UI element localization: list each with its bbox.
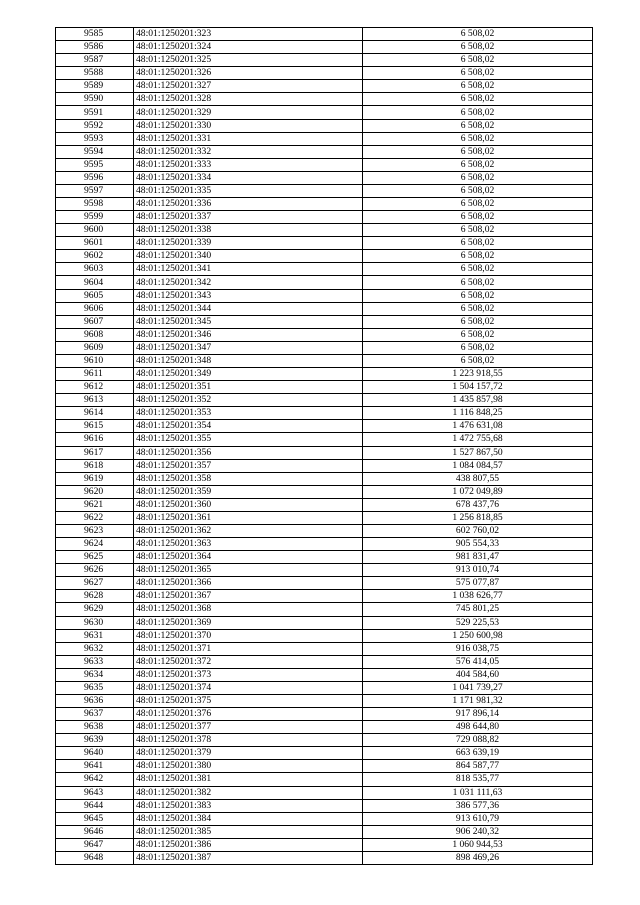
cadastral-number-cell: 48:01:1250201:365 [134, 564, 363, 577]
table-row [56, 812, 593, 825]
table-row [56, 289, 593, 302]
cadastral-number-cell: 48:01:1250201:326 [134, 67, 363, 80]
table-row [56, 668, 593, 681]
cadastral-value-cell: 6 508,02 [363, 28, 593, 41]
cadastral-number-cell: 48:01:1250201:348 [134, 354, 363, 367]
cadastral-value-table [55, 27, 593, 865]
row-number-cell: 9630 [56, 616, 134, 629]
table-row [56, 485, 593, 498]
row-number-cell: 9588 [56, 67, 134, 80]
cadastral-value-cell: 663 639,19 [363, 747, 593, 760]
row-number-cell: 9608 [56, 328, 134, 341]
cadastral-value-cell: 1 116 848,25 [363, 407, 593, 420]
cadastral-number-cell: 48:01:1250201:343 [134, 289, 363, 302]
cadastral-value-cell: 1 031 111,63 [363, 786, 593, 799]
row-number-cell: 9634 [56, 668, 134, 681]
cadastral-value-cell: 438 807,55 [363, 472, 593, 485]
table-row [56, 224, 593, 237]
cadastral-number-cell: 48:01:1250201:327 [134, 80, 363, 93]
cadastral-number-cell: 48:01:1250201:351 [134, 381, 363, 394]
cadastral-number-cell: 48:01:1250201:330 [134, 119, 363, 132]
table-row [56, 132, 593, 145]
row-number-cell: 9647 [56, 838, 134, 851]
row-number-cell: 9600 [56, 224, 134, 237]
table-row [56, 721, 593, 734]
row-number-cell: 9592 [56, 119, 134, 132]
cadastral-value-cell: 1 504 157,72 [363, 381, 593, 394]
cadastral-value-cell: 745 801,25 [363, 603, 593, 616]
cadastral-number-cell: 48:01:1250201:325 [134, 54, 363, 67]
table-row [56, 511, 593, 524]
table-row [56, 459, 593, 472]
cadastral-number-cell: 48:01:1250201:386 [134, 838, 363, 851]
cadastral-value-cell: 6 508,02 [363, 158, 593, 171]
cadastral-value-cell: 6 508,02 [363, 276, 593, 289]
cadastral-value-cell: 1 250 600,98 [363, 629, 593, 642]
cadastral-value-cell: 386 577,36 [363, 799, 593, 812]
cadastral-number-cell: 48:01:1250201:346 [134, 328, 363, 341]
table-row [56, 524, 593, 537]
table-row [56, 498, 593, 511]
cadastral-value-cell: 6 508,02 [363, 132, 593, 145]
row-number-cell: 9640 [56, 747, 134, 760]
row-number-cell: 9613 [56, 394, 134, 407]
row-number-cell: 9624 [56, 538, 134, 551]
cadastral-value-cell: 529 225,53 [363, 616, 593, 629]
row-number-cell: 9639 [56, 734, 134, 747]
cadastral-value-cell: 916 038,75 [363, 642, 593, 655]
cadastral-number-cell: 48:01:1250201:329 [134, 106, 363, 119]
table-row [56, 28, 593, 41]
table-row [56, 642, 593, 655]
cadastral-number-cell: 48:01:1250201:382 [134, 786, 363, 799]
cadastral-value-cell: 917 896,14 [363, 708, 593, 721]
cadastral-number-cell: 48:01:1250201:334 [134, 171, 363, 184]
cadastral-number-cell: 48:01:1250201:381 [134, 773, 363, 786]
cadastral-number-cell: 48:01:1250201:367 [134, 590, 363, 603]
cadastral-number-cell: 48:01:1250201:385 [134, 825, 363, 838]
cadastral-value-cell: 6 508,02 [363, 211, 593, 224]
table-row [56, 54, 593, 67]
table-row [56, 564, 593, 577]
cadastral-value-cell: 6 508,02 [363, 302, 593, 315]
row-number-cell: 9591 [56, 106, 134, 119]
row-number-cell: 9597 [56, 184, 134, 197]
cadastral-number-cell: 48:01:1250201:362 [134, 524, 363, 537]
cadastral-number-cell: 48:01:1250201:340 [134, 250, 363, 263]
cadastral-value-cell: 864 587,77 [363, 760, 593, 773]
row-number-cell: 9631 [56, 629, 134, 642]
row-number-cell: 9605 [56, 289, 134, 302]
cadastral-value-cell: 906 240,32 [363, 825, 593, 838]
cadastral-number-cell: 48:01:1250201:376 [134, 708, 363, 721]
table-row [56, 590, 593, 603]
table-row [56, 694, 593, 707]
cadastral-number-cell: 48:01:1250201:383 [134, 799, 363, 812]
cadastral-value-cell: 6 508,02 [363, 145, 593, 158]
row-number-cell: 9621 [56, 498, 134, 511]
cadastral-value-cell: 575 077,87 [363, 577, 593, 590]
cadastral-value-cell: 6 508,02 [363, 289, 593, 302]
row-number-cell: 9589 [56, 80, 134, 93]
cadastral-value-cell: 818 535,77 [363, 773, 593, 786]
cadastral-number-cell: 48:01:1250201:359 [134, 485, 363, 498]
cadastral-value-cell: 1 072 049,89 [363, 485, 593, 498]
table-row [56, 577, 593, 590]
table-row [56, 472, 593, 485]
row-number-cell: 9623 [56, 524, 134, 537]
cadastral-value-cell: 6 508,02 [363, 237, 593, 250]
cadastral-value-cell: 898 469,26 [363, 851, 593, 864]
cadastral-value-cell: 6 508,02 [363, 54, 593, 67]
table-row [56, 773, 593, 786]
cadastral-number-cell: 48:01:1250201:344 [134, 302, 363, 315]
cadastral-value-cell: 1 084 084,57 [363, 459, 593, 472]
cadastral-value-cell: 1 041 739,27 [363, 681, 593, 694]
table-row [56, 263, 593, 276]
row-number-cell: 9609 [56, 341, 134, 354]
table-row [56, 302, 593, 315]
cadastral-value-cell: 6 508,02 [363, 67, 593, 80]
cadastral-value-cell: 981 831,47 [363, 551, 593, 564]
row-number-cell: 9585 [56, 28, 134, 41]
row-number-cell: 9615 [56, 420, 134, 433]
cadastral-number-cell: 48:01:1250201:331 [134, 132, 363, 145]
row-number-cell: 9622 [56, 511, 134, 524]
cadastral-number-cell: 48:01:1250201:328 [134, 93, 363, 106]
row-number-cell: 9646 [56, 825, 134, 838]
cadastral-number-cell: 48:01:1250201:364 [134, 551, 363, 564]
row-number-cell: 9604 [56, 276, 134, 289]
table-row [56, 315, 593, 328]
row-number-cell: 9607 [56, 315, 134, 328]
table-row [56, 237, 593, 250]
cadastral-number-cell: 48:01:1250201:387 [134, 851, 363, 864]
row-number-cell: 9628 [56, 590, 134, 603]
cadastral-value-cell: 602 760,02 [363, 524, 593, 537]
cadastral-value-cell: 1 435 857,98 [363, 394, 593, 407]
table-row [56, 93, 593, 106]
table-row [56, 616, 593, 629]
cadastral-number-cell: 48:01:1250201:360 [134, 498, 363, 511]
row-number-cell: 9642 [56, 773, 134, 786]
row-number-cell: 9595 [56, 158, 134, 171]
row-number-cell: 9590 [56, 93, 134, 106]
cadastral-number-cell: 48:01:1250201:339 [134, 237, 363, 250]
row-number-cell: 9598 [56, 198, 134, 211]
cadastral-number-cell: 48:01:1250201:342 [134, 276, 363, 289]
row-number-cell: 9603 [56, 263, 134, 276]
row-number-cell: 9644 [56, 799, 134, 812]
table-row [56, 250, 593, 263]
row-number-cell: 9586 [56, 41, 134, 54]
cadastral-number-cell: 48:01:1250201:375 [134, 694, 363, 707]
cadastral-value-cell: 6 508,02 [363, 93, 593, 106]
cadastral-number-cell: 48:01:1250201:356 [134, 446, 363, 459]
cadastral-value-cell: 905 554,33 [363, 538, 593, 551]
cadastral-number-cell: 48:01:1250201:372 [134, 655, 363, 668]
cadastral-value-cell: 678 437,76 [363, 498, 593, 511]
cadastral-value-cell: 6 508,02 [363, 106, 593, 119]
row-number-cell: 9648 [56, 851, 134, 864]
cadastral-number-cell: 48:01:1250201:380 [134, 760, 363, 773]
cadastral-number-cell: 48:01:1250201:352 [134, 394, 363, 407]
row-number-cell: 9587 [56, 54, 134, 67]
cadastral-value-cell: 498 644,80 [363, 721, 593, 734]
table-row [56, 420, 593, 433]
row-number-cell: 9617 [56, 446, 134, 459]
row-number-cell: 9602 [56, 250, 134, 263]
cadastral-number-cell: 48:01:1250201:363 [134, 538, 363, 551]
cadastral-value-cell: 6 508,02 [363, 171, 593, 184]
table-row [56, 171, 593, 184]
table-row [56, 184, 593, 197]
table-row [56, 80, 593, 93]
table-row [56, 407, 593, 420]
cadastral-number-cell: 48:01:1250201:361 [134, 511, 363, 524]
row-number-cell: 9632 [56, 642, 134, 655]
cadastral-number-cell: 48:01:1250201:335 [134, 184, 363, 197]
row-number-cell: 9643 [56, 786, 134, 799]
cadastral-number-cell: 48:01:1250201:369 [134, 616, 363, 629]
cadastral-value-cell: 6 508,02 [363, 250, 593, 263]
cadastral-value-cell: 1 223 918,55 [363, 368, 593, 381]
table-row [56, 276, 593, 289]
table-body [56, 28, 593, 865]
table-row [56, 119, 593, 132]
table-row [56, 433, 593, 446]
table-row [56, 708, 593, 721]
cadastral-value-cell: 1 256 818,85 [363, 511, 593, 524]
table-row [56, 629, 593, 642]
table-row [56, 538, 593, 551]
cadastral-number-cell: 48:01:1250201:333 [134, 158, 363, 171]
cadastral-number-cell: 48:01:1250201:357 [134, 459, 363, 472]
cadastral-value-cell: 6 508,02 [363, 341, 593, 354]
cadastral-value-cell: 6 508,02 [363, 263, 593, 276]
cadastral-value-cell: 6 508,02 [363, 224, 593, 237]
table-row [56, 603, 593, 616]
cadastral-number-cell: 48:01:1250201:378 [134, 734, 363, 747]
cadastral-number-cell: 48:01:1250201:370 [134, 629, 363, 642]
row-number-cell: 9645 [56, 812, 134, 825]
cadastral-number-cell: 48:01:1250201:379 [134, 747, 363, 760]
table-row [56, 446, 593, 459]
cadastral-value-cell: 6 508,02 [363, 328, 593, 341]
table-row [56, 211, 593, 224]
table-row [56, 655, 593, 668]
table-row [56, 825, 593, 838]
cadastral-number-cell: 48:01:1250201:368 [134, 603, 363, 616]
row-number-cell: 9618 [56, 459, 134, 472]
cadastral-number-cell: 48:01:1250201:324 [134, 41, 363, 54]
table-row [56, 198, 593, 211]
cadastral-value-cell: 1 171 981,32 [363, 694, 593, 707]
cadastral-number-cell: 48:01:1250201:377 [134, 721, 363, 734]
cadastral-number-cell: 48:01:1250201:353 [134, 407, 363, 420]
row-number-cell: 9612 [56, 381, 134, 394]
table-row [56, 851, 593, 864]
row-number-cell: 9637 [56, 708, 134, 721]
row-number-cell: 9627 [56, 577, 134, 590]
cadastral-number-cell: 48:01:1250201:366 [134, 577, 363, 590]
row-number-cell: 9599 [56, 211, 134, 224]
table-row [56, 368, 593, 381]
row-number-cell: 9638 [56, 721, 134, 734]
row-number-cell: 9620 [56, 485, 134, 498]
row-number-cell: 9614 [56, 407, 134, 420]
cadastral-value-cell: 6 508,02 [363, 184, 593, 197]
table-row [56, 354, 593, 367]
row-number-cell: 9633 [56, 655, 134, 668]
cadastral-number-cell: 48:01:1250201:355 [134, 433, 363, 446]
table-row [56, 760, 593, 773]
cadastral-value-cell: 6 508,02 [363, 80, 593, 93]
cadastral-number-cell: 48:01:1250201:338 [134, 224, 363, 237]
table-row [56, 381, 593, 394]
row-number-cell: 9594 [56, 145, 134, 158]
row-number-cell: 9596 [56, 171, 134, 184]
row-number-cell: 9636 [56, 694, 134, 707]
table-row [56, 158, 593, 171]
table-row [56, 341, 593, 354]
cadastral-number-cell: 48:01:1250201:347 [134, 341, 363, 354]
cadastral-value-cell: 6 508,02 [363, 198, 593, 211]
cadastral-value-cell: 6 508,02 [363, 41, 593, 54]
cadastral-number-cell: 48:01:1250201:349 [134, 368, 363, 381]
cadastral-number-cell: 48:01:1250201:354 [134, 420, 363, 433]
cadastral-number-cell: 48:01:1250201:345 [134, 315, 363, 328]
table-row [56, 799, 593, 812]
table-row [56, 145, 593, 158]
row-number-cell: 9616 [56, 433, 134, 446]
cadastral-value-cell: 6 508,02 [363, 315, 593, 328]
cadastral-value-table-sheet [55, 27, 591, 865]
cadastral-value-cell: 6 508,02 [363, 354, 593, 367]
row-number-cell: 9610 [56, 354, 134, 367]
table-row [56, 394, 593, 407]
table-row [56, 41, 593, 54]
row-number-cell: 9641 [56, 760, 134, 773]
cadastral-value-cell: 913 010,74 [363, 564, 593, 577]
row-number-cell: 9625 [56, 551, 134, 564]
cadastral-number-cell: 48:01:1250201:337 [134, 211, 363, 224]
cadastral-number-cell: 48:01:1250201:332 [134, 145, 363, 158]
cadastral-number-cell: 48:01:1250201:358 [134, 472, 363, 485]
cadastral-value-cell: 1 060 944,53 [363, 838, 593, 851]
row-number-cell: 9593 [56, 132, 134, 145]
table-row [56, 734, 593, 747]
cadastral-value-cell: 6 508,02 [363, 119, 593, 132]
table-row [56, 786, 593, 799]
cadastral-number-cell: 48:01:1250201:336 [134, 198, 363, 211]
row-number-cell: 9626 [56, 564, 134, 577]
cadastral-value-cell: 1 476 631,08 [363, 420, 593, 433]
cadastral-value-cell: 404 584,60 [363, 668, 593, 681]
cadastral-value-cell: 729 088,82 [363, 734, 593, 747]
table-row [56, 747, 593, 760]
table-row [56, 838, 593, 851]
row-number-cell: 9601 [56, 237, 134, 250]
row-number-cell: 9629 [56, 603, 134, 616]
cadastral-number-cell: 48:01:1250201:371 [134, 642, 363, 655]
table-row [56, 328, 593, 341]
cadastral-number-cell: 48:01:1250201:373 [134, 668, 363, 681]
row-number-cell: 9619 [56, 472, 134, 485]
cadastral-value-cell: 1 527 867,50 [363, 446, 593, 459]
cadastral-value-cell: 576 414,05 [363, 655, 593, 668]
cadastral-number-cell: 48:01:1250201:384 [134, 812, 363, 825]
table-row [56, 551, 593, 564]
cadastral-value-cell: 1 472 755,68 [363, 433, 593, 446]
table-row [56, 106, 593, 119]
cadastral-number-cell: 48:01:1250201:323 [134, 28, 363, 41]
cadastral-value-cell: 913 610,79 [363, 812, 593, 825]
row-number-cell: 9611 [56, 368, 134, 381]
table-row [56, 681, 593, 694]
row-number-cell: 9635 [56, 681, 134, 694]
cadastral-number-cell: 48:01:1250201:341 [134, 263, 363, 276]
table-row [56, 67, 593, 80]
row-number-cell: 9606 [56, 302, 134, 315]
cadastral-number-cell: 48:01:1250201:374 [134, 681, 363, 694]
cadastral-value-cell: 1 038 626,77 [363, 590, 593, 603]
